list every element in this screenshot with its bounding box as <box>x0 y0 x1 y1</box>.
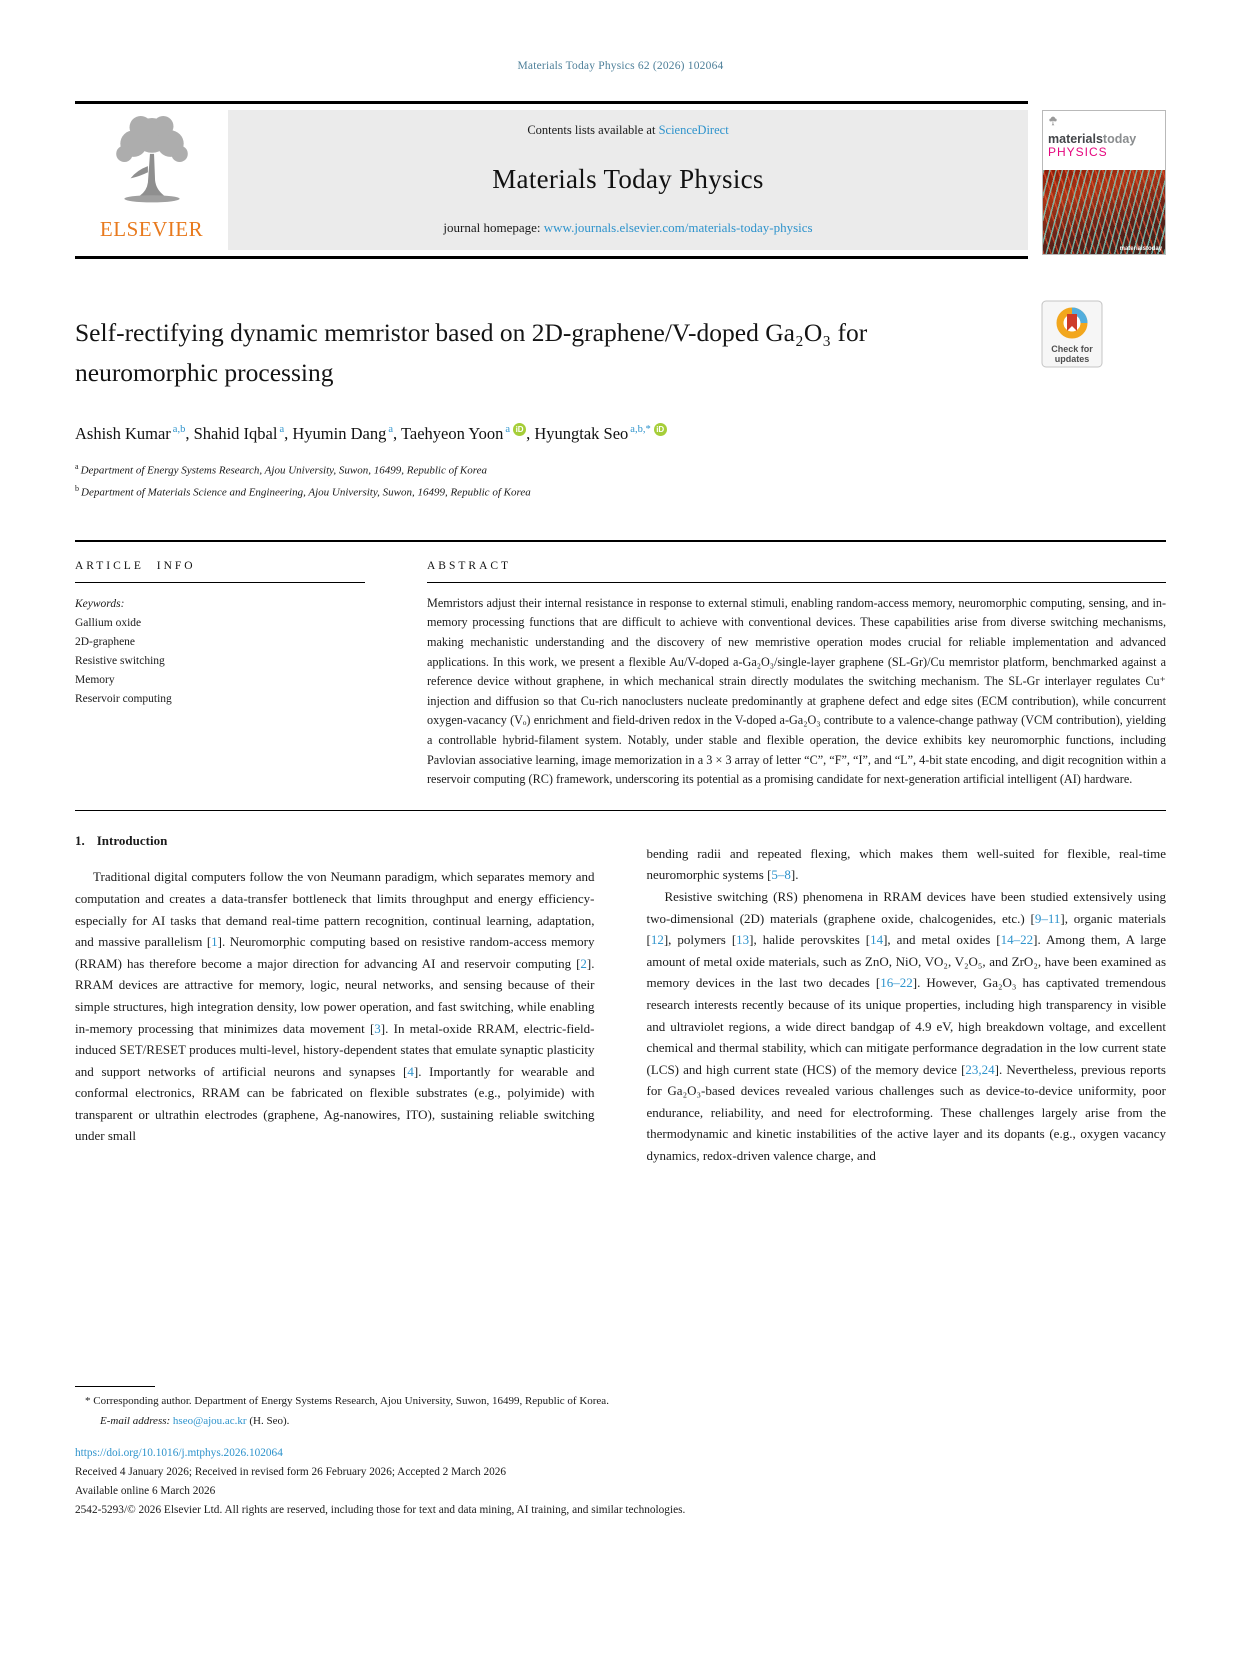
sciencedirect-link[interactable]: ScienceDirect <box>658 123 729 137</box>
text-segment: Resistive switching (RS) phenomena in RRAM devices have been studied extensively using two-dimensional (2D) materials (graphene oxide, chalcogenides, etc.) [ <box>646 888 1166 926</box>
header-rule-bottom <box>75 256 1028 259</box>
footnote-line2 <box>75 1411 1166 1431</box>
body-column-left <box>75 828 595 1167</box>
author-affil-sup: a <box>388 424 394 435</box>
body-paragraph <box>647 886 1167 1167</box>
homepage-line <box>238 220 1018 236</box>
affiliation-list <box>75 458 1166 502</box>
author-list <box>75 423 1166 444</box>
affiliation-label: b <box>75 483 79 493</box>
reference-link[interactable]: 5–8 <box>771 867 791 883</box>
affiliation-label: a <box>75 461 79 471</box>
section-title: Introduction <box>96 832 168 848</box>
footnote-text: Corresponding author. Department of Energy Systems Research, Ajou University, Suwon, 16499, Republic of Korea. <box>90 1395 609 1407</box>
reference-link[interactable]: 14–22 <box>1000 932 1034 948</box>
cover-lattice-image <box>1043 170 1165 254</box>
doi-link[interactable]: https://doi.org/10.1016/j.mtphys.2026.102064 <box>75 1447 283 1459</box>
article-info-underline <box>75 582 365 583</box>
reference-link[interactable]: 12 <box>650 932 664 948</box>
affiliation-text: Department of Energy Systems Research, Ajou University, Suwon, 16499, Republic of Korea <box>80 464 487 477</box>
reference-link[interactable]: 3 <box>374 1020 381 1036</box>
author <box>534 424 666 443</box>
text-segment: ], polymers [ <box>663 932 737 948</box>
footnote-star: * <box>85 1395 91 1407</box>
available-online: Available online 6 March 2026 <box>75 1485 216 1497</box>
author-name: Taehyeon Yoon <box>400 423 504 443</box>
author-affil-sup: a <box>505 424 511 435</box>
author-separator: , <box>185 423 194 443</box>
homepage-link[interactable]: www.journals.elsevier.com/materials-today-physics <box>543 220 813 235</box>
author-affil-sup: a,b,* <box>630 424 651 435</box>
article-info-column <box>75 560 365 790</box>
elsevier-wordmark: ELSEVIER <box>99 217 204 241</box>
body-column-right <box>647 828 1167 1167</box>
keyword: Memory <box>75 673 115 686</box>
author <box>292 424 401 443</box>
text-segment: bending radii and repeated flexing, which makes them well-suited for flexible, real-time neuromorphic systems [ <box>646 845 1166 883</box>
journal-citation: Materials Today Physics 62 (2026) 102064 <box>517 60 724 72</box>
article-title: Self-rectifying dynamic memristor based on 2D-graphene/V-doped Ga₂O₃ for neuromorphic processing <box>75 318 868 387</box>
keyword: 2D-graphene <box>75 635 136 648</box>
footnote-and-backmatter <box>75 1386 1166 1520</box>
text-segment: ]. <box>790 867 799 883</box>
abstract-text: Memristors adjust their internal resistance in response to external stimuli, enabling random-access memory, neuromorphic computing, sensing, and in-memory processing functions that are difficult to achieve with conventional devices. These capabilities arise from diverse switching mechanisms, making mechanistic understanding and the discovery of new memristive operation modes crucial for reliable implementation and advanced applications. In this work, we present a flexible Au/V-doped a-Ga₂O₃/single-layer graphene (SL-Gr)/Cu memristor platform, benchmarked against a reference device without graphene, in which mechanical strain directly modulates the switching mechanism. The SL-Gr interlayer regulates Cu⁺ injection and diffusion so that Cu-rich nanoclusters nucleate predominantly at graphene defect and edge sites (ECM contribution), while concurrent oxygen-vacancy (Vₒ) enrichment and field-driven redox in the V-doped a-Ga₂O₃ contribute to a valence-change pathway (VCM contribution), yielding a controllable hybrid-filament system. Notably, under stable and flexible operation, the device exhibits key neuromorphic functions, including Pavlovian associative learning, image memorization in a 3 × 3 array of letter “C”, “F”, “I”, and “L”, 4-bit state encoding, and digit recognition within a reservoir computing (RC) framework, underscoring its potential as a promising candidate for next-generation artificial intelligent (AI) hardware. <box>427 595 1166 787</box>
badge-line1: Check for <box>1051 344 1093 354</box>
author-name: Ashish Kumar <box>75 423 171 443</box>
email-label: E-mail address: <box>100 1415 171 1427</box>
author-affil-sup: a <box>279 424 285 435</box>
orcid-icon[interactable]: iD <box>513 423 526 436</box>
cover-brand-bold: materials <box>1048 132 1103 146</box>
cover-caption: materialstoday <box>1119 246 1162 252</box>
footnote-line1 <box>75 1391 1166 1411</box>
cover-mini-elsevier-icon <box>1048 116 1058 127</box>
author-name: Hyungtak Seo <box>534 423 629 443</box>
body-columns <box>75 828 1166 1167</box>
text-segment: Traditional digital computers follow the von Neumann paradigm, which separates memory and computation and creates a data-transfer bottleneck that limits throughput and energy efficiency-especially for AI tasks that demand real-time pattern recognition, continual learning, adaptation, and massive parallelism [ <box>75 869 595 950</box>
author-separator: , <box>284 423 293 443</box>
journal-title: Materials Today Physics <box>492 163 764 194</box>
corresponding-author-footnote <box>75 1391 1166 1431</box>
author <box>194 424 293 443</box>
elsevier-tree-icon <box>106 112 198 212</box>
orcid-icon[interactable]: iD <box>654 423 667 436</box>
reference-link[interactable]: 4 <box>407 1063 414 1079</box>
reference-link[interactable]: 13 <box>736 932 750 948</box>
reference-link[interactable]: 23,24 <box>965 1061 995 1077</box>
section-number: 1. <box>75 832 85 848</box>
elsevier-logo[interactable] <box>75 104 228 242</box>
abstract-heading: ABSTRACT <box>427 559 512 572</box>
contents-line <box>238 123 1018 138</box>
body-paragraph <box>647 843 1167 886</box>
affiliation <box>75 458 1166 480</box>
author-separator: , <box>393 423 401 443</box>
email-suffix: (H. Seo). <box>246 1415 290 1427</box>
text-segment: ]. Importantly for wearable and conformal electronics, RRAM can be fabricated on flexible substrates (e.g., polyimide) with transparent or ultrathin electrodes (graphene, Ag-nanowires, ITO), sustaining reliable switching under small <box>75 1063 595 1144</box>
email-link[interactable]: hseo@ajou.ac.kr <box>170 1415 247 1427</box>
article-info-heading: ARTICLE INFO <box>75 559 196 572</box>
reference-link[interactable]: 2 <box>580 955 587 971</box>
text-segment: ], and metal oxides [ <box>883 932 1001 948</box>
articleinfo-rule-bottom <box>75 810 1166 811</box>
keywords-label: Keywords: <box>75 597 125 610</box>
journal-banner <box>228 110 1028 250</box>
body-paragraph <box>75 866 595 1147</box>
author <box>401 424 534 443</box>
affiliation <box>75 480 1166 502</box>
text-segment: ]. Among them, A large amount of metal oxide materials, such as ZnO, NiO, VO₂, V₂O₅, and ZrO₂, have been examined as memory devices in the last two decades [ <box>646 932 1166 991</box>
keyword: Reservoir computing <box>75 692 172 705</box>
text-segment: ]. Nevertheless, previous reports for Ga₂O₃-based devices revealed various challenges such as device-to-device uniformity, poor endurance, reliability, and need for electroforming. These challenges largely arise from the thermodynamic and kinetic instabilities of the active layer and its dopants (e.g., oxygen vacancy dynamics, redox-driven valence charge, and <box>646 1061 1166 1164</box>
reference-link[interactable]: 9–11 <box>1034 910 1061 926</box>
issn-copyright: 2542-5293/© 2026 Elsevier Ltd. All rights are reserved, including those for text and data mining, AI training, and similar technologies. <box>75 1504 686 1516</box>
reference-link[interactable]: 14 <box>870 932 884 948</box>
journal-cover-thumbnail[interactable] <box>1042 110 1166 255</box>
keyword: Gallium oxide <box>75 616 142 629</box>
text-segment: ], halide perovskites [ <box>749 932 871 948</box>
keyword: Resistive switching <box>75 654 165 667</box>
text-segment: ]. In metal-oxide RRAM, electric-field-induced SET/RESET produces multi-level, history-dependent states that emulate synaptic plasticity and support networks of artificial neurons and synapses [ <box>75 1020 595 1079</box>
badge-line2: updates <box>1054 354 1090 364</box>
articleinfo-abstract-block <box>75 560 1166 790</box>
check-for-updates-badge[interactable] <box>1041 300 1103 368</box>
journal-header <box>75 104 1166 256</box>
received-dates: Received 4 January 2026; Received in revised form 26 February 2026; Accepted 2 March 2026 <box>75 1466 507 1478</box>
cover-brand-light: today <box>1102 132 1137 146</box>
text-segment: ], organic materials [ <box>646 910 1166 948</box>
author-separator: , <box>526 423 535 443</box>
text-segment: ]. RRAM devices are attractive for memory, logic, neural networks, and sensing because of their simple structures, high integration density, low power operation, and fast switching, while enabling in-memory processing that minimizes data movement [ <box>75 955 595 1036</box>
author-name: Shahid Iqbal <box>193 423 278 443</box>
text-segment: ]. However, Ga₂O₃ has captivated tremendous research interests recently because of its unique properties, including high transparency in visible and ultraviolet regions, a wide direct bandgap of 4.9 eV, high breakdown voltage, and excellent chemical and thermal stability, which can mitigate performance degradation in the low current state (LCS) and high current state (HCS) of the memory device [ <box>646 975 1166 1077</box>
cover-physics-label: PHYSICS <box>1048 145 1108 159</box>
affiliation-text: Department of Materials Science and Engineering, Ajou University, Suwon, 16499, Republic of Korea <box>81 486 531 499</box>
author-name: Hyumin Dang <box>292 423 387 443</box>
reference-link[interactable]: 16–22 <box>880 975 913 991</box>
abstract-underline <box>427 582 1166 583</box>
text-segment: ]. Neuromorphic computing based on resistive random-access memory (RRAM) has therefore become a major direction for advancing AI and reservoir computing [ <box>75 934 595 971</box>
footnote-rule <box>75 1386 155 1387</box>
cover-masthead <box>1043 111 1165 161</box>
homepage-prefix: journal homepage: <box>443 220 544 235</box>
author <box>75 424 194 443</box>
abstract-column <box>427 560 1166 790</box>
contents-prefix: Contents lists available at <box>527 123 659 137</box>
reference-link[interactable]: 1 <box>211 934 218 950</box>
articleinfo-rule-top <box>75 540 1166 542</box>
section-heading-introduction <box>75 830 595 852</box>
author-affil-sup: a,b <box>172 424 186 435</box>
